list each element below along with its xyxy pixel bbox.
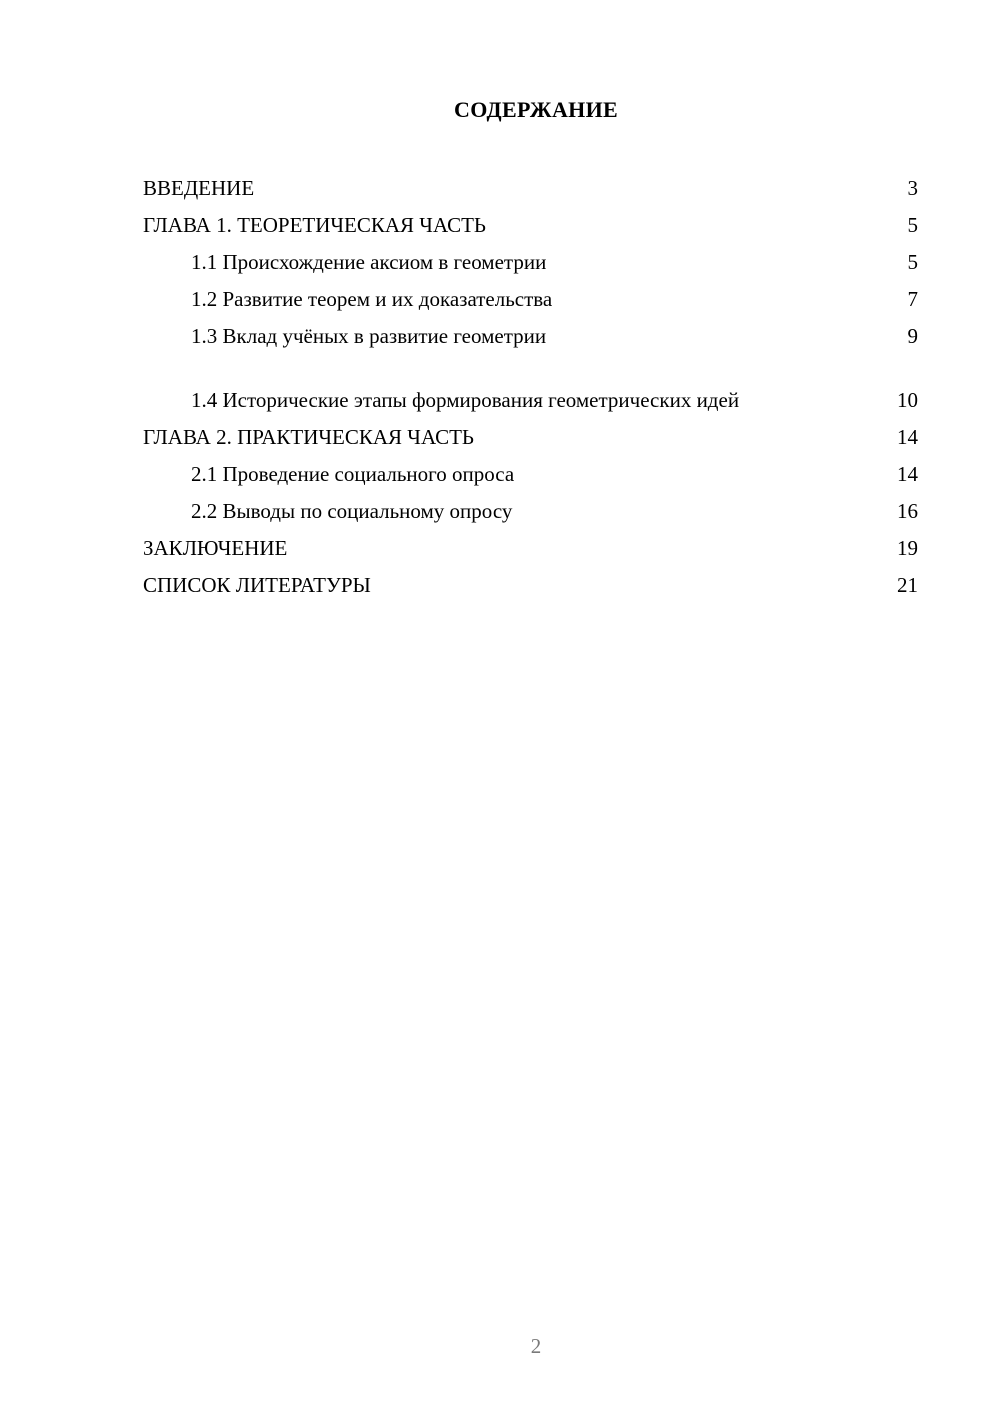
toc-entry-label: 1.1 Происхождение аксиом в геометрии xyxy=(191,250,547,274)
toc-entry-page: 14 xyxy=(897,462,918,486)
toc-entry-section-2-2[interactable] xyxy=(143,491,918,528)
toc-heading: СОДЕРЖАНИЕ xyxy=(454,97,618,122)
toc-entry-conclusion[interactable] xyxy=(143,528,918,565)
toc-entry-page: 16 xyxy=(897,499,918,523)
toc-entry-page: 3 xyxy=(907,176,918,200)
toc-entry-label: ЗАКЛЮЧЕНИЕ xyxy=(143,536,288,560)
toc-entry-chapter-1[interactable] xyxy=(143,205,918,242)
toc-entry-section-1-2[interactable] xyxy=(143,279,918,316)
table-of-contents xyxy=(143,168,918,602)
toc-entry-label: 2.1 Проведение социального опроса xyxy=(191,462,515,486)
toc-entry-section-1-3[interactable] xyxy=(143,316,918,353)
toc-entry-page: 9 xyxy=(907,324,918,348)
toc-entry-label: ВВЕДЕНИЕ xyxy=(143,176,255,200)
toc-entry-page: 14 xyxy=(897,425,918,449)
toc-entry-section-2-1[interactable] xyxy=(143,454,918,491)
toc-entry-section-1-1[interactable] xyxy=(143,242,918,279)
toc-entry-page: 21 xyxy=(897,573,918,597)
toc-entry-label: ГЛАВА 2. ПРАКТИЧЕСКАЯ ЧАСТЬ xyxy=(143,425,474,449)
toc-entry-section-1-4[interactable] xyxy=(143,353,918,417)
toc-entry-page: 10 xyxy=(897,388,918,412)
toc-entry-label: 2.2 Выводы по социальному опросу xyxy=(191,499,513,523)
toc-entry-label: 1.4 Исторические этапы формирования геометрических идей xyxy=(191,388,740,412)
toc-entry-label: 1.2 Развитие теорем и их доказательства xyxy=(191,287,553,311)
toc-entry-references[interactable] xyxy=(143,565,918,602)
toc-entry-label: 1.3 Вклад учёных в развитие геометрии xyxy=(191,324,547,348)
toc-entry-page: 5 xyxy=(907,250,918,274)
toc-entry-chapter-2[interactable] xyxy=(143,417,918,454)
toc-entry-introduction[interactable] xyxy=(143,168,918,205)
page-number: 2 xyxy=(530,1334,542,1358)
toc-entry-label: ГЛАВА 1. ТЕОРЕТИЧЕСКАЯ ЧАСТЬ xyxy=(143,213,486,237)
toc-entry-page: 19 xyxy=(897,536,918,560)
toc-entry-page: 5 xyxy=(907,213,918,237)
toc-entry-page: 7 xyxy=(907,287,918,311)
toc-entry-label: СПИСОК ЛИТЕРАТУРЫ xyxy=(143,573,371,597)
